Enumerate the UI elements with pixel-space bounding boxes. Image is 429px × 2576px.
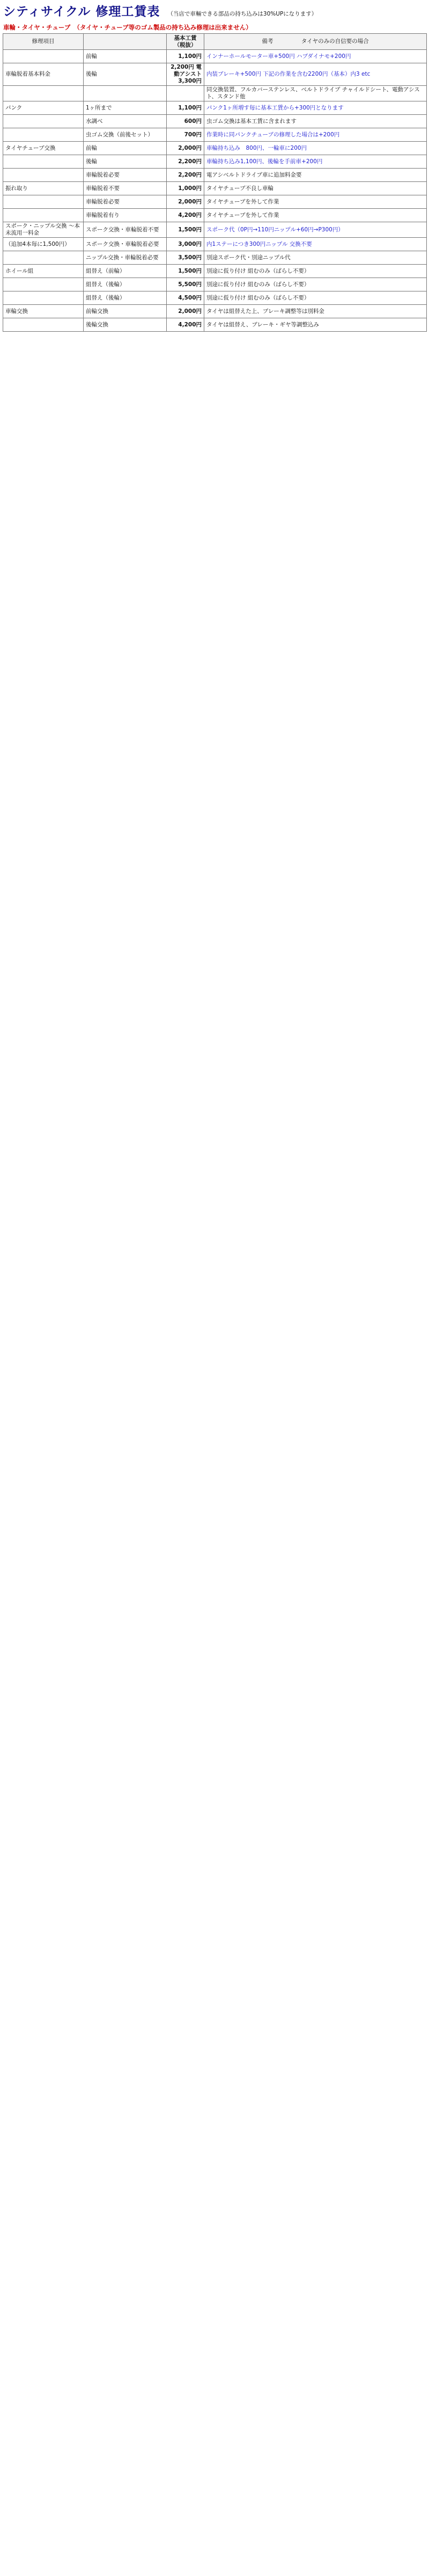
table-row (3, 251, 427, 265)
table-row (3, 63, 427, 86)
item-remark: 内1ステーにつき300円ニップル 交換不要 (204, 238, 427, 251)
item-remark: 別途に仮り付け 組むのみ（ばらし不要） (204, 265, 427, 278)
item-price: 700円 (167, 128, 204, 142)
item-name: 後輪交換 (84, 318, 167, 332)
table-row (3, 291, 427, 305)
item-price: 2,200円 (167, 155, 204, 169)
item-price: 4,200円 (167, 209, 204, 222)
item-remark: インナーホールモーター車+500円 ハブダイナモ+200円 (204, 50, 427, 63)
item-label (3, 155, 84, 169)
column-header: 基本工賃 （税抜） (167, 34, 204, 50)
item-remark: タイヤチューブを外して作業 (204, 195, 427, 209)
section-gap (0, 332, 429, 337)
price-table (3, 33, 427, 332)
item-label: スポーク・ニップル交換 〜本未流用一料金 (3, 222, 84, 238)
item-price: 1,100円 (167, 101, 204, 115)
item-name: 水調べ (84, 115, 167, 128)
item-remark: 内装ブレーキ+500円 下記の作業を含む2200円（基本）内3 etc (204, 63, 427, 86)
table-row (3, 222, 427, 238)
table-row (3, 115, 427, 128)
table-row (3, 169, 427, 182)
column-header (84, 34, 167, 50)
item-price: 3,500円 (167, 251, 204, 265)
table-row (3, 209, 427, 222)
item-name: 組替え（後輪） (84, 291, 167, 305)
item-label: パンク (3, 101, 84, 115)
table-row (3, 142, 427, 155)
item-price: 2,000円 (167, 305, 204, 318)
item-price: 600円 (167, 115, 204, 128)
table-row (3, 195, 427, 209)
section-heading (0, 21, 429, 33)
table-row (3, 278, 427, 291)
item-label (3, 291, 84, 305)
item-remark: 別途に仮り付け 組むのみ（ばらし不要） (204, 278, 427, 291)
item-remark: タイヤは組替えた上、ブレーキ調整等は別料金 (204, 305, 427, 318)
item-remark: 別途スポーク代・別途ニップル代 (204, 251, 427, 265)
item-label (3, 209, 84, 222)
table-row (3, 318, 427, 332)
table-row (3, 182, 427, 195)
item-price: 1,000円 (167, 182, 204, 195)
item-label: 車輪脱着基本料金 (3, 63, 84, 86)
item-name: 車輪脱着必要 (84, 169, 167, 182)
item-name (84, 86, 167, 101)
table-row (3, 128, 427, 142)
item-remark: 別途に仮り付け 組むのみ（ばらし不要） (204, 291, 427, 305)
item-price: 2,000円 (167, 142, 204, 155)
item-remark: 同交換装置、フルカバーステンレス、ベルトドライブ チャイルドシート、電動アシスト、スタンド他 (204, 86, 427, 101)
page-header (0, 0, 429, 21)
item-label (3, 128, 84, 142)
table-row (3, 101, 427, 115)
item-label (3, 169, 84, 182)
item-price: 1,100円 (167, 50, 204, 63)
item-price: 4,200円 (167, 318, 204, 332)
item-label (3, 318, 84, 332)
item-label: 車輪交換 (3, 305, 84, 318)
table-row (3, 155, 427, 169)
item-remark: 作業時に同パンクチューブの修理した場合は+200円 (204, 128, 427, 142)
item-label: ホイール組 (3, 265, 84, 278)
item-price: 2,200円 (167, 169, 204, 182)
repair-price-page (0, 0, 429, 337)
item-remark: スポーク代（0P円→110円ニップル+60円→P300円） (204, 222, 427, 238)
item-remark: タイヤチューブ不良し車輪 (204, 182, 427, 195)
column-header: 修理項目 (3, 34, 84, 50)
item-label (3, 50, 84, 63)
table-row (3, 238, 427, 251)
section-title: 車輪・タイヤ・チューブ (3, 24, 71, 31)
table-row (3, 86, 427, 101)
item-name: 前輪 (84, 50, 167, 63)
item-price: 1,500円 (167, 265, 204, 278)
item-price (167, 86, 204, 101)
item-price: 4,500円 (167, 291, 204, 305)
section-subtitle: （タイヤ・チューブ等のゴム製品の持ち込み修理は出来ません） (73, 24, 252, 31)
item-name: 後輪 (84, 63, 167, 86)
table-header-row (3, 34, 427, 50)
item-price: 1,500円 (167, 222, 204, 238)
item-name: 組替え（後輪） (84, 278, 167, 291)
item-label: タイヤチューブ交換 (3, 142, 84, 155)
item-name: 車輪脱着不要 (84, 182, 167, 195)
page-note: （当店で車輛できる部品の持ち込みは30%UPになります） (167, 11, 317, 17)
item-name: 1ヶ所まで (84, 101, 167, 115)
item-label (3, 251, 84, 265)
item-price: 5,500円 (167, 278, 204, 291)
item-price: 2,000円 (167, 195, 204, 209)
item-name: 車輪脱着必要 (84, 195, 167, 209)
item-remark: 電アシベルトドライブ車に追加料金要 (204, 169, 427, 182)
item-remark: 車輪持ち込み 800円、一輪車に200円 (204, 142, 427, 155)
item-name: 前輪交換 (84, 305, 167, 318)
table-row (3, 305, 427, 318)
item-remark: パンク1ヶ所増す毎に基本工賃から+300円となります (204, 101, 427, 115)
item-price: 3,000円 (167, 238, 204, 251)
item-label (3, 86, 84, 101)
price-sections (0, 21, 429, 337)
item-label (3, 195, 84, 209)
item-name: スポーク交換・車輪脱着必要 (84, 238, 167, 251)
item-label (3, 115, 84, 128)
table-row (3, 50, 427, 63)
item-label (3, 278, 84, 291)
item-label: （追加4本毎に1,500円） (3, 238, 84, 251)
page-title: シティサイクル 修理工賃表 (3, 5, 160, 19)
item-name: 前輪 (84, 142, 167, 155)
item-name: 虫ゴム交換（前後セット） (84, 128, 167, 142)
item-label: 振れ取り (3, 182, 84, 195)
item-remark: タイヤは組替え、ブレーキ・ギヤ等調整込み (204, 318, 427, 332)
item-remark: 虫ゴム交換は基本工賃に含まれます (204, 115, 427, 128)
column-header: 備考 タイヤのみの自信要の場合 (204, 34, 427, 50)
item-name: スポーク交換・車輪脱着不要 (84, 222, 167, 238)
item-name: ニップル交換・車輪脱着必要 (84, 251, 167, 265)
item-name: 組替え（前輪） (84, 265, 167, 278)
table-row (3, 265, 427, 278)
item-remark: タイヤチューブを外して作業 (204, 209, 427, 222)
item-remark: 車輪持ち込み1,100円、後輪を手前車+200円 (204, 155, 427, 169)
item-name: 後輪 (84, 155, 167, 169)
item-price: 2,200円 電動アシスト 3,300円 (167, 63, 204, 86)
item-name: 車輪脱着有り (84, 209, 167, 222)
